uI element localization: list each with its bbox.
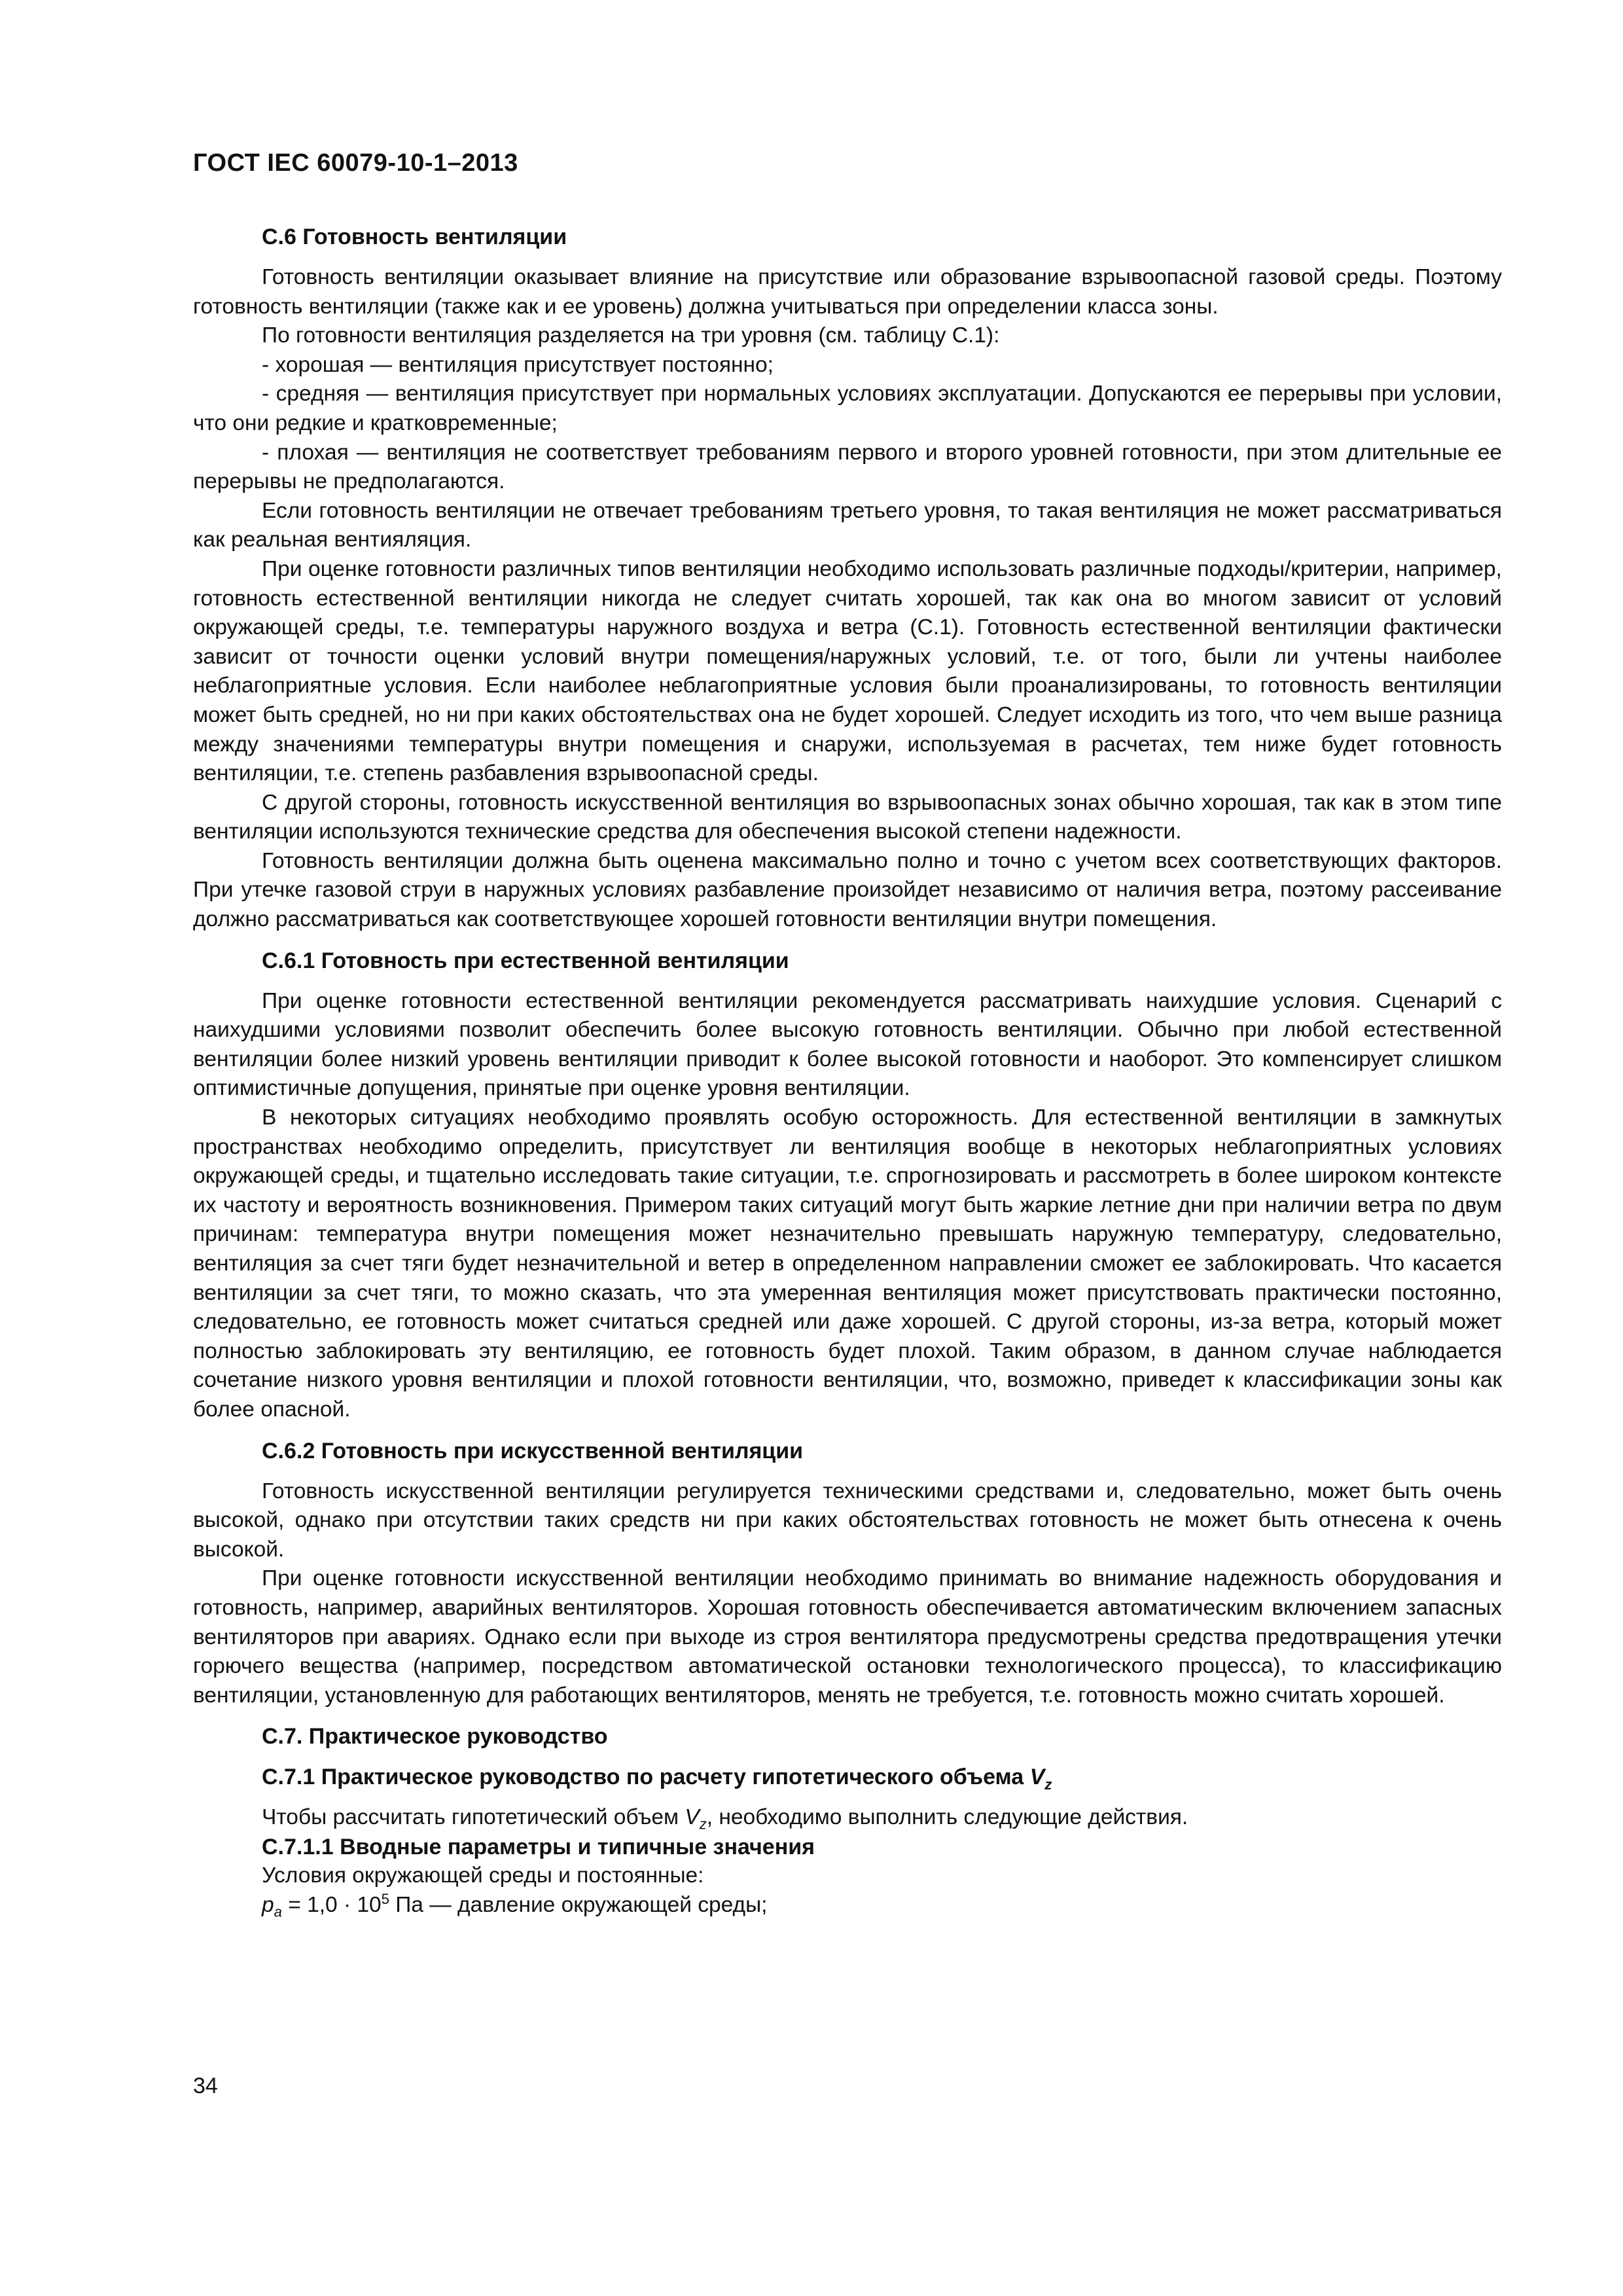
variable-subscript: z — [699, 1816, 707, 1833]
section-heading-c6: С.6 Готовность вентиляции — [262, 224, 567, 249]
section-heading-c6-2: С.6.2 Готовность при искусственной вентиляции — [262, 1438, 804, 1463]
list-item: - средняя — вентиляция присутствует при нормальных условиях эксплуатации. Допускаются ее перерывы при условии, что они редкие и кратковременные; — [193, 382, 1502, 435]
exponent: 5 — [381, 1890, 389, 1907]
variable-subscript: z — [1044, 1776, 1052, 1793]
paragraph: С другой стороны, готовность искусственной вентиляция во взрывоопасных зонах обычно хорошая, так как в этом типе вентиляции используются технические средства для обеспечения высокой степени надежности. — [193, 790, 1502, 844]
paragraph: По готовности вентиляция разделяется на три уровня (см. таблицу С.1): — [262, 323, 1000, 348]
variable-v: V — [1029, 1765, 1045, 1790]
paragraph: При оценке готовности естественной вентиляции рекомендуется рассматривать наихудшие условия. Сценарий с наихудшими условиями позволит обеспечить более высокую готовность вентиляции. Обычно при любой естественной вентиляции более низкий уровень вентиляции приводит к более высокой готовности и наоборот. Это компенсирует слишком оптимистичные допущения, принятые при оценке уровня вентиляции. — [193, 988, 1502, 1101]
paragraph: Условия окружающей среды и постоянные: — [262, 1863, 704, 1888]
paragraph: При оценке готовности различных типов вентиляции необходимо использовать различные подходы/критерии, например, готовность естественной вентиляции никогда не следует считать хорошей, так как она во многом зависит от условий окружающей среды, т.е. температуры наружного воздуха и ветра (С.1). Готовность естественной вентиляции фактически зависит от точности оценки условий внутри помещения/наружных условий, т.е. от того, были ли учтены наиболее неблагоприятные условия. Если наиболее неблагоприятные условия были проанализированы, то готовность вентиляции может быть средней, но ни при каких обстоятельствах она не будет хорошей. Следует исходить из того, что чем выше разница между значениями температуры внутри помещения и снаружи, используемая в расчетах, тем ниже будет готовность вентиляции, т.е. степень разбавления взрывоопасной среды. — [193, 556, 1502, 786]
variable-p: p — [262, 1892, 274, 1917]
formula-line: $p_a = 1,0 \cdot 10^5$ Па — давление окружающей среды; — [262, 1890, 768, 1920]
paragraph: Готовность искусственной вентиляции регулируется техническими средствами и, следовательно, может быть очень высокой, однако при отсутствии таких средств ни при каких обстоятельствах готовность не может быть отнесена к очень высокой. — [193, 1479, 1502, 1562]
list-item: - хорошая — вентиляция присутствует постоянно; — [262, 352, 774, 377]
variable-v: V — [685, 1805, 700, 1830]
paragraph-intro: Чтобы рассчитать гипотетический объем $V_z$, необходимо выполнить следующие действия. — [262, 1805, 1188, 1833]
section-heading-c6-1: С.6.1 Готовность при естественной вентиляции — [262, 948, 789, 973]
document-body — [193, 223, 1502, 1920]
document-header: ГОСТ IEC 60079-10-1–2013 — [193, 149, 518, 177]
paragraph: Готовность вентиляции должна быть оценена максимально полно и точно с учетом всех соответствующих факторов. При утечке газовой струи в наружных условиях разбавление произойдет независимо от наличия ветра, поэтому рассеивание должно рассматриваться как соответствующее хорошей готовности вентиляции внутри помещения. — [193, 848, 1502, 932]
section-heading-c7: С.7. Практическое руководство — [262, 1724, 608, 1749]
page-number: 34 — [193, 2073, 218, 2098]
paragraph: При оценке готовности искусственной вентиляции необходимо принимать во внимание надежность оборудования и готовность, например, аварийных вентиляторов. Хорошая готовность обеспечивается автоматическим включением запасных вентиляторов при авариях. Однако если при выходе из строя вентилятора предусмотрены средства предотвращения утечки горючего вещества (например, посредством автоматической остановки технологического процесса), то классификацию вентиляции, установленную для работающих вентиляторов, менять не требуется, т.е. готовность можно считать хорошей. — [193, 1566, 1502, 1708]
paragraph: В некоторых ситуациях необходимо проявлять особую осторожность. Для естественной вентиляции в замкнутых пространствах необходимо определить, присутствует ли вентиляция вообще в некоторых неблагоприятных условиях окружающей среды, и тщательно исследовать такие ситуации, т.е. спрогнозировать и рассмотреть в более широком контексте их частоту и вероятность возникновения. Примером таких ситуаций могут быть жаркие летние дни при наличии ветра по двум причинам: температура внутри помещения может незначительно превышать наружную температуру, следовательно, вентиляция за счет тяги будет незначительной и ветер в определенном направлении сможет ее заблокировать. Что касается вентиляции за счет тяги, то можно сказать, что эта умеренная вентиляция может присутствовать практически постоянно, следовательно, ее готовность может считаться средней или даже хорошей. С другой стороны, из-за ветра, который может полностью заблокировать эту вентиляцию, ее готовность будет плохой. Таким образом, в данном случае наблюдается сочетание низкого уровня вентиляции и плохой готовности вентиляции, что, возможно, приведет к классификации зоны как более опасной. — [193, 1105, 1502, 1422]
section-heading-c7-1-1: С.7.1.1 Вводные параметры и типичные значения — [262, 1834, 815, 1859]
list-item: - плохая — вентиляция не соответствует требованиям первого и второго уровней готовности, при этом длительные ее перерывы не предполагаются. — [193, 440, 1502, 494]
section-heading-c7-1: С.7.1 Практическое руководство по расчету гипотетического объема $V_z$ — [262, 1765, 1052, 1793]
variable-subscript: a — [274, 1903, 282, 1920]
paragraph: Готовность вентиляции оказывает влияние на присутствие или образование взрывоопасной газовой среды. Поэтому готовность вентиляции (также как и ее уровень) должна учитываться при определении класса зоны. — [193, 265, 1502, 319]
paragraph: Если готовность вентиляции не отвечает требованиям третьего уровня, то такая вентиляция не может рассматриваться как реальная вентияляция. — [193, 498, 1502, 552]
